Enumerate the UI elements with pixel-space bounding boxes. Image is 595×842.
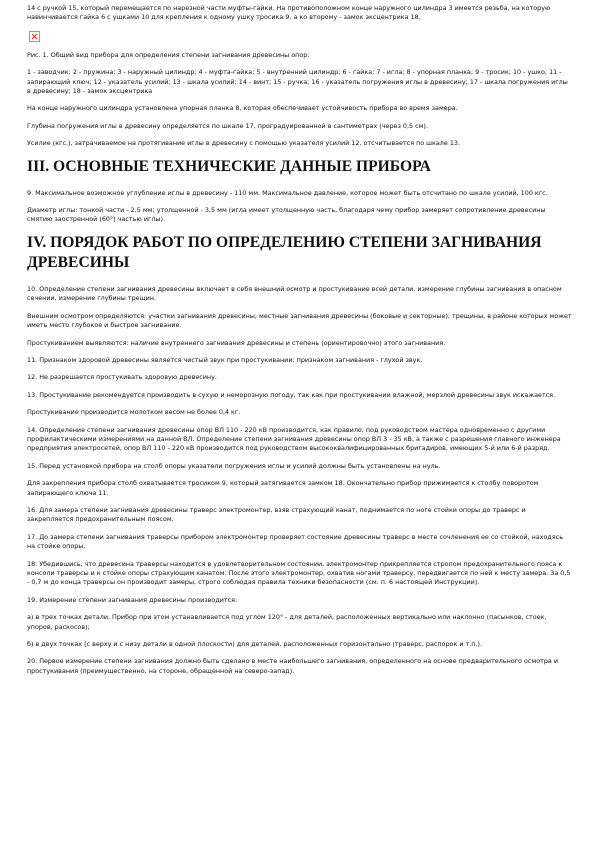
paragraph: 10. Определение степени загнивания древесины включает в себя внешний осмотр и простукивание всей детали, измерение глубины загнивания в опасном сечении, измерение глубины трещин.	[27, 284, 562, 303]
paragraph: Глубина погружения иглы в древесину определяется по шкале 17, проградуированной в сантиметрах (через 0,5 см).	[27, 121, 428, 130]
paragraph-intro: 14 с ручкой 15, который перемещается по нарезной части муфты-гайки. На противоположном конце наружного цилиндра 3 имеется резьба, на которую навинчивается гайка 6 с ушками 10 для крепления к одному ушку тросика 9, а ко второму - замок эксцентрика 18.	[27, 4, 551, 22]
paragraph: 14. Определение степени загнивания древесины опор ВЛ 110 - 220 кВ производится, как правило, под руководством мастера одновременно с другими профилактическими измерениями на данной ВЛ. Определение степени загнивания древесины опор ВЛ 3 - 35 кВ, а также с разрешения главного инженера предприятия электросетей, опор ВЛ 110 - 220 кВ производится под руководством высококвалифицированных бригадиров, имеющих 5-й или 6-й разряд.	[27, 425, 561, 453]
paragraph: 20. Первое измерение степени загнивания должно быть сделано в месте наибольшего загнивания, определенного на основе предварительного осмотра и простукивания (преимущественно, на стороне, обращенной на северо-запад).	[27, 657, 559, 675]
figure-legend: 1 - заводчик; 2 - пружина; 3 - наружный цилиндр; 4 - муфта-гайка; 5 - внутренний цилиндр; 6 - гайка; 7 - игла; 8 - упорная планка; 9 - тросик; 10 - ушко; 11 - запирающий ключ; 12 - указатель усилий; 13 - шкала усилий; 14 - винт; 15 - ручка; 16 - указатель погружения иглы в древесину; 17 - шкала погружения иглы в древесину; 18 - замок эксцентрика	[27, 68, 568, 96]
section-heading-technical-data: III. ОСНОВНЫЕ ТЕХНИЧЕСКИЕ ДАННЫЕ ПРИБОРА	[27, 157, 431, 175]
paragraph: Усилие (кгс.), затрачиваемое на протягивание иглы в древесину с помощью указателя усилий 12, отсчитывается по шкале 13.	[27, 139, 461, 148]
paragraph: 17. До замера степени загнивания траверсы прибором электромонтер проверяет состояние древесины траверс в месте сочленения ее со стойкой, находясь на стойке опоры.	[27, 532, 563, 551]
paragraph: 9. Максимальное возможное углубление иглы в древесину - 110 мм. Максимальное давление, которое может быть отсчитано по шкале усилий, 100 кгс.	[27, 188, 548, 197]
figure-caption: Рис. 1. Общий вид прибора для определения степени загнивания древесины опор:	[27, 50, 310, 59]
paragraph: 13. Простукивание рекомендуется производить в сухую и неморозную погоду, так как при простукивании влажной, мерзлой древесины звук искажается.	[27, 390, 556, 399]
paragraph: 19. Измерение степени загнивания древесины производится:	[27, 595, 238, 604]
list-item: а) в трех точках детали. Прибор при этом устанавливается под углом 120° - для деталей, расположенных вертикально или наклонно (пасынков, стоек, упоров, раскосов);	[27, 613, 547, 631]
list-item: б) в двух точках (с верху и с низу детали в одной плоскости) для деталей, расположенных горизонтально (траверс, распорок и т.п.).	[27, 640, 483, 649]
paragraph: 15. Перед установкой прибора на столб опоры указатели погружения иглы и усилий должны быть установлены на нуль.	[27, 461, 441, 470]
broken-image-icon[interactable]	[29, 31, 40, 42]
paragraph: 18. Убедившись, что древесина траверсы находится в удовлетворительном состоянии, электромонтер прикрепляется стропом предохранительного пояса к консоли траверсы и к стойке опоры страхующим канатом. После этого электромонтер, охватив ногами траверсу, передвигается по ней к месту замера. За 0,5 - 0,7 м до конца траверсы он производит замеры, строго соблюдая правила техники безопасности (см. п. 6 настоящей Инструкции).	[27, 559, 571, 587]
paragraph: Для закрепления прибора столб охватывается тросиком 9, который затягивается замком 18. Окончательно прибор прижимается к столбу поворотом запирающего ключа 11.	[27, 479, 539, 497]
paragraph: Внешним осмотром определяются: участки загнивания древесины; местные загнивания древесины (боковые и секторные); трещины, в районе которых может иметь место глубокое и быстрое загнивание.	[27, 311, 572, 330]
paragraph: 11. Признаком здоровой древесины является чистый звук при простукивании; признаком загнивания - глухой звук.	[27, 355, 423, 364]
paragraph: 16. Для замера степени загнивания древесины траверс электромонтер, взяв страхующий канат, поднимается по ноге стойки опоры до траверс и закрепляется предохранительным поясом.	[27, 505, 526, 524]
paragraph: 12. Не разрешается простукивать здоровую древесину.	[27, 373, 217, 382]
paragraph: Простукивание производится молотком весом не более 0,4 кг.	[27, 408, 241, 417]
section-heading-work-procedure: IV. ПОРЯДОК РАБОТ ПО ОПРЕДЕЛЕНИЮ СТЕПЕНИ ЗАГНИВАНИЯ ДРЕВЕСИНЫ	[27, 233, 542, 271]
paragraph: Диаметр иглы: тонкой части - 2,5 мм; утолщенной - 3,5 мм (игла имеет утолщенную часть, благодаря чему прибор замеряет сопротивление древесины смятию заостренной (60°) частью иглы).	[27, 206, 546, 224]
paragraph: Простукиванием выявляются: наличие внутреннего загнивания древесины и степень (ориентировочно) этого загнивания.	[27, 338, 446, 347]
paragraph: На конце наружного цилиндра установлена упорная планка 8, которая обеспечивает устойчивость прибора во время замера.	[27, 104, 458, 113]
